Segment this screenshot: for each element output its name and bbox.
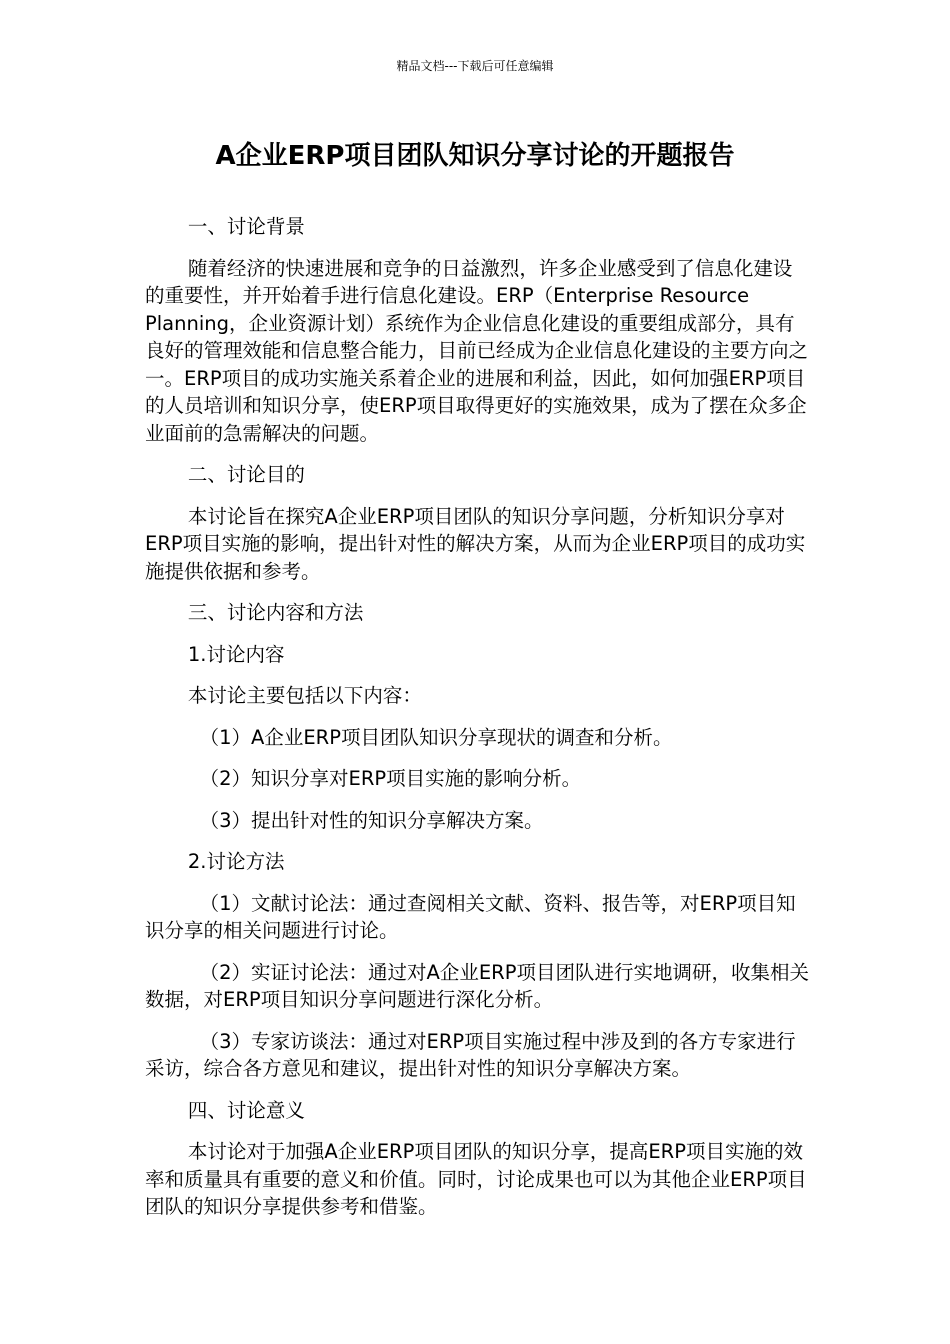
- section-heading-significance: 四、讨论意义: [187, 1098, 305, 1122]
- page-header-note: 精品文档---下载后可任意编辑: [396, 59, 554, 73]
- paragraph-purpose: 本讨论旨在探究A企业ERP项目团队的知识分享问题，分析知识分享对ERP项目实施的影响，提出针对性的解决方案，从而为企业ERP项目的成功实施提供依据和参考。: [145, 504, 806, 583]
- list-item-method-3: （3）专家访谈法：通过对ERP项目实施过程中涉及到的各方专家进行采访，综合各方意见和建议，提出针对性的知识分享解决方案。: [145, 1029, 796, 1080]
- list-item-method-2: （2）实证讨论法：通过对A企业ERP项目团队进行实地调研，收集相关数据，对ERP项目知识分享问题进行深化分析。: [145, 960, 809, 1011]
- paragraph-content-intro: 本讨论主要包括以下内容：: [187, 684, 422, 707]
- document-body: [145, 213, 811, 1235]
- section-heading-background: 一、讨论背景: [187, 215, 305, 238]
- paragraph-significance: 本讨论对于加强A企业ERP项目团队的知识分享，提高ERP项目实施的效率和质量具有重要的意义和价值。同时，讨论成果也可以为其他企业ERP项目团队的知识分享提供参考和借鉴。: [145, 1140, 807, 1218]
- document-title: A企业ERP项目团队知识分享讨论的开题报告: [215, 141, 735, 171]
- list-item-content-3: （3）提出针对性的知识分享解决方案。: [199, 808, 544, 832]
- list-item-method-1: （1）文献讨论法：通过查阅相关文献、资料、报告等，对ERP项目知识分享的相关问题进行讨论。: [145, 891, 796, 942]
- list-item-content-1: （1）A企业ERP项目团队知识分享现状的调查和分析。: [199, 725, 673, 749]
- subheading-content: 1.讨论内容: [187, 642, 285, 666]
- section-heading-content-method: 三、讨论内容和方法: [187, 601, 364, 624]
- subheading-method: 2.讨论方法: [187, 850, 285, 873]
- section-heading-purpose: 二、讨论目的: [187, 463, 305, 486]
- list-item-content-2: （2）知识分享对ERP项目实施的影响分析。: [199, 767, 582, 790]
- paragraph-background: 随着经济的快速进展和竞争的日益激烈，许多企业感受到了信息化建设的重要性，并开始着手进行信息化建设。ERP（Enterprise Resource Planning，企业资源计划）系统作为企业信息化建设的重要组成部分，具有良好的管理效能和信息整合能力，目前已经成为企业信息化建设的主要方向之一。ERP项目的成功实施关系着企业的进展和利益，因此，如何加强ERP项目的人员培训和知识分享，使ERP项目取得更好的实施效果，成为了摆在众多企业面前的急需解决的问题。: [145, 256, 809, 445]
